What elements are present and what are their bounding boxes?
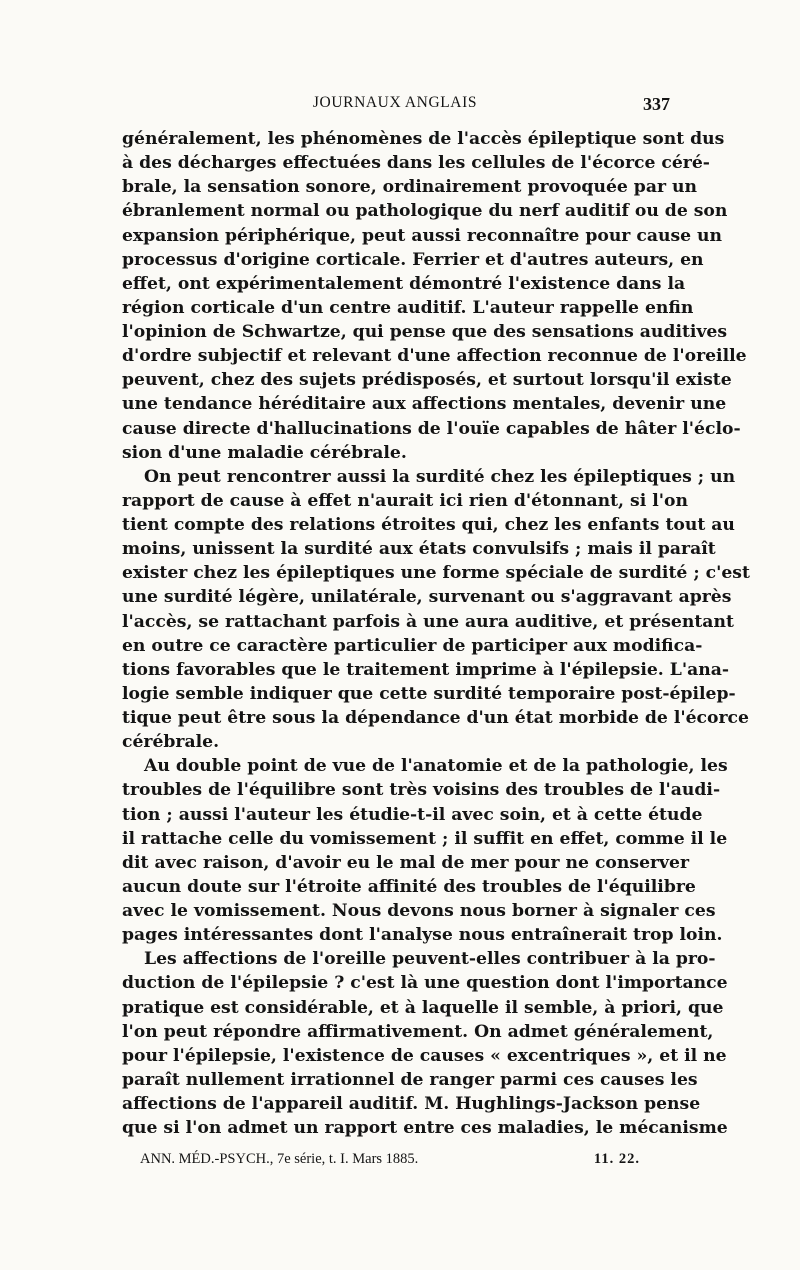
text-line: tique peut être sous la dépendance d'un état morbide de l'écorce (122, 708, 749, 728)
text-line: l'on peut répondre affirmativement. On admet généralement, (122, 1021, 714, 1042)
text-line: dit avec raison, d'avoir eu le mal de mer pour ne conserver (122, 852, 690, 873)
text-line: région corticale d'un centre auditif. L'auteur rappelle enfin (122, 297, 694, 318)
text-line: en outre ce caractère particulier de participer aux modifica- (122, 635, 703, 656)
text-line: généralement, les phénomènes de l'accès épileptique sont dus (122, 129, 725, 149)
text-line: effet, ont expérimentalement démontré l'existence dans la (122, 273, 686, 294)
text-line: l'opinion de Schwartze, qui pense que des sensations auditives (122, 322, 728, 342)
text-line: sion d'une maladie cérébrale. (122, 442, 407, 463)
text-line: à des décharges effectuées dans les cellules de l'écorce céré- (122, 153, 710, 174)
text-line: avec le vomissement. Nous devons nous borner à signaler ces (122, 901, 716, 921)
text-line: tion ; aussi l'auteur les étudie-t-il avec soin, et à cette étude (122, 804, 703, 825)
text-line: brale, la sensation sonore, ordinairement provoquée par un (122, 177, 697, 198)
text-line: processus d'origine corticale. Ferrier et d'autres auteurs, en (122, 249, 704, 270)
text-line: Les affections de l'oreille peuvent-elles contribuer à la pro- (144, 949, 716, 970)
text-line: duction de l'épilepsie ? c'est là une question dont l'importance (122, 973, 728, 994)
text-line: il rattache celle du vomissement ; il suffit en effet, comme il le (122, 828, 728, 849)
running-head (120, 94, 670, 120)
text-line: troubles de l'équilibre sont très voisins des troubles de l'audi- (122, 780, 721, 801)
text-line: l'accès, se rattachant parfois à une aura auditive, et présentant (122, 611, 734, 632)
paragraph (122, 947, 728, 1140)
footer-signature: 11. 22. (593, 1151, 640, 1167)
text-line: moins, unissent la surdité aux états convulsifs ; mais il paraît (122, 539, 716, 560)
text-line: ébranlement normal ou pathologique du nerf auditif ou de son (122, 201, 728, 222)
paragraph (122, 127, 747, 465)
text-line: rapport de cause à effet n'aurait ici rien d'étonnant, si l'on (122, 490, 688, 511)
text-line: pratique est considérable, et à laquelle il semble, à priori, que (122, 997, 724, 1018)
text-line: affections de l'appareil auditif. M. Hughlings-Jackson pense (122, 1094, 701, 1114)
text-line: exister chez les épileptiques une forme spéciale de surdité ; c'est (122, 563, 750, 584)
text-line: paraît nullement irrationnel de ranger parmi ces causes les (122, 1069, 698, 1090)
text-line: une tendance héréditaire aux affections mentales, devenir une (122, 394, 727, 415)
text-line: aucun doute sur l'étroite affinité des troubles de l'équilibre (122, 876, 696, 897)
text-line: On peut rencontrer aussi la surdité chez les épileptiques ; un (144, 466, 736, 487)
text-line: pages intéressantes dont l'analyse nous entraînerait trop loin. (122, 925, 723, 946)
running-title: JOURNAUX ANGLAIS (312, 94, 478, 111)
text-line: cérébrale. (122, 732, 220, 753)
text-line: tions favorables que le traitement imprime à l'épilepsie. L'ana- (122, 659, 730, 680)
text-line: logie semble indiquer que cette surdité temporaire post-épilep- (122, 683, 736, 704)
text-line: que si l'on admet un rapport entre ces maladies, le mécanisme (122, 1118, 728, 1139)
text-line: pour l'épilepsie, l'existence de causes « excentriques », et il ne (122, 1045, 727, 1066)
text-line: expansion périphérique, peut aussi reconnaître pour cause un (122, 225, 723, 246)
paragraph (122, 754, 728, 947)
page-number: 337 (643, 94, 670, 114)
text-line: peuvent, chez des sujets prédisposés, et surtout lorsqu'il existe (122, 370, 732, 391)
text-line: une surdité légère, unilatérale, survenant ou s'aggravant après (122, 587, 732, 608)
body-text (122, 127, 750, 1140)
footer-citation: ANN. MÉD.-PSYCH., 7e série, t. I. Mars 1885. (140, 1151, 419, 1167)
page-footer (140, 1151, 640, 1175)
paragraph (122, 465, 750, 755)
text-line: Au double point de vue de l'anatomie et de la pathologie, les (144, 756, 728, 777)
text-line: cause directe d'hallucinations de l'ouïe capables de hâter l'éclo- (122, 418, 741, 439)
text-line: tient compte des relations étroites qui, chez les enfants tout au (122, 515, 735, 535)
text-line: d'ordre subjectif et relevant d'une affection reconnue de l'oreille (122, 346, 747, 367)
